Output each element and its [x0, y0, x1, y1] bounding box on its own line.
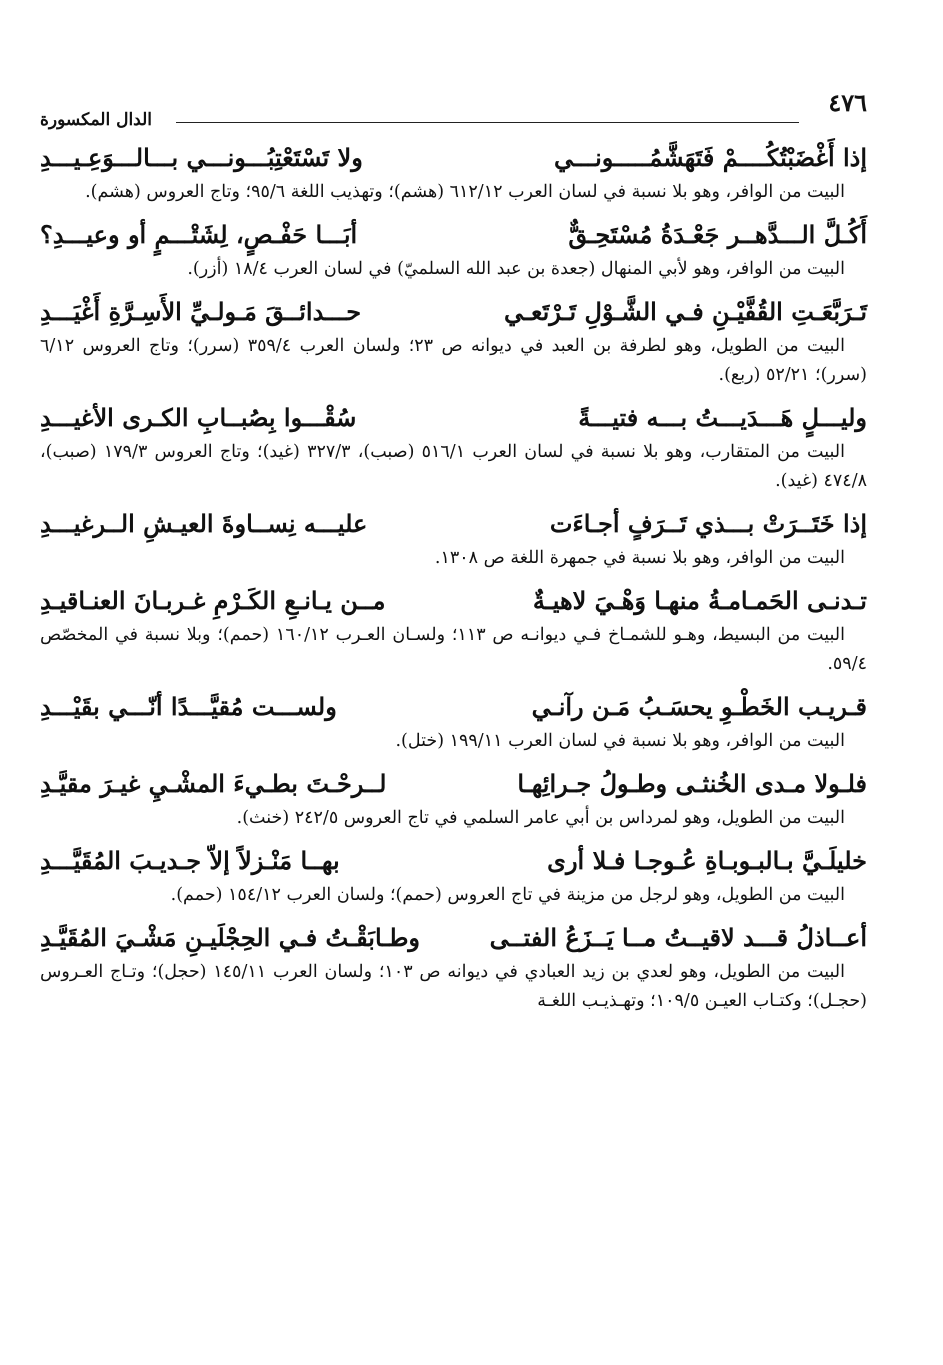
second-hemistich: عليـــه نِســاوةَ العيـشِ الــرغيـــدِ — [40, 509, 368, 538]
verse-note: البيت من الوافر، وهو بلا نسبة في لسان العرب ١٩٩/١١ (ختل). — [395, 731, 845, 751]
second-hemistich: مــن يـانـعِ الكَـرْمِ غـربـانَ العنـاقيـدِ — [40, 586, 386, 615]
verse-line — [40, 762, 867, 802]
verse-entry — [40, 579, 867, 679]
first-hemistich: فلـولا مـدى الخُنثـى وطـولُ جـرائِهـا — [517, 769, 867, 798]
second-hemistich: ولســـت مُقيَّـــدًا أنّـــي بقَيْـــدِ — [40, 692, 337, 721]
section-title: الدال المكسورة — [40, 110, 153, 130]
header-rule — [176, 122, 799, 123]
verse-entry — [40, 136, 867, 207]
verse-entry — [40, 213, 867, 284]
first-hemistich: خليلَـيَّ بـالبـوبـاةِ عُـوجـا فـلا أرى — [547, 846, 867, 875]
first-hemistich: تَـرَبَّعَـتِ القُفَّيْـنِ فـي الشَّـوْلِ تَـرْتَعـي — [503, 297, 867, 326]
verse-note: البيت من الوافر، وهو بلا نسبة في لسان العرب ٦١٢/١٢ (هشم)؛ وتهذيب اللغة ٩٥/٦؛ وتاج العروس (هشم). — [85, 182, 845, 202]
page-header — [40, 88, 867, 136]
first-hemistich: قـريـب الخَطْـوِ يحسَـبُ مَـن رآنـي — [531, 692, 867, 721]
verse-note: البيت من الطويل، وهو لمرداس بن أبي عامر السلمي في تاج العروس ٢٤٢/٥ (خنث). — [236, 808, 845, 828]
first-hemistich: تـدنـى الحَمـامـةُ منهـا وَهْـيَ لاهيـةٌ — [532, 586, 867, 615]
first-hemistich: أعــاذلُ قـــد لاقيــتُ مــا يَــزَعُ الفتــى — [489, 923, 867, 952]
second-hemistich: وطـابَقْـتُ فـي الحِجْلَيـنِ مَشْـيَ المُقَيَّـدِ — [40, 923, 421, 952]
verse-entry — [40, 290, 867, 390]
verse-note: البيت من الطويل، وهو لعدي بن زيد العبادي في ديوانه ص ١٠٣؛ ولسان العرب ١٤٥/١١ (حجل)؛ وتـاج العـروس (حجـل)؛ وكتـاب العيـن ١٠٩/٥؛ وتهـذيـب اللغـة — [40, 962, 867, 1011]
verse-line — [40, 916, 867, 956]
verse-entry — [40, 396, 867, 496]
second-hemistich: سُقْـــوا بِصُبــابِ الكـرى الأغيـــدِ — [40, 403, 357, 432]
verse-note: البيت من الوافر، وهو لأبي المنهال (جعدة بن عبد الله السلميّ) في لسان العرب ١٨/٤ (أزر). — [187, 259, 845, 279]
verse-note: البيت من الطويل، وهو لطرفة بن العبد في ديوانه ص ٢٣؛ ولسان العرب ٣٥٩/٤ (سرر)؛ وتاج العروس ٦/١٢ (سرر)؛ ٥٢/٢١ (ربع). — [40, 336, 867, 385]
verse-entry — [40, 839, 867, 910]
second-hemistich: لــرحْـتَ بطـيءَ المشْـيِ غيـرَ مقيَّـدِ — [40, 769, 387, 798]
verse-note: البيت من الوافر، وهو بلا نسبة في جمهرة اللغة ص ١٣٠٨. — [434, 548, 845, 568]
verse-line — [40, 213, 867, 253]
verse-note: البيت من الطويل، وهو لرجل من مزينة في تاج العروس (حمم)؛ ولسان العرب ١٥٤/١٢ (حمم). — [170, 885, 845, 905]
verse-line — [40, 502, 867, 542]
first-hemistich: وليـــلٍ هَـــدَيـــتُ بـــه فتيـــةً — [578, 403, 867, 432]
verse-line — [40, 136, 867, 176]
first-hemistich: إذا أَغْضَبْتُكُــــمْ فَتَهَشَّمُـــــونـــي — [554, 143, 867, 172]
second-hemistich: ولا تَسْتَعْتِبُـــونـــي بـــالـــوَعِـيـــدِ — [40, 143, 363, 172]
page-number: ٤٧٦ — [828, 88, 867, 117]
verse-entry — [40, 502, 867, 573]
verse-entry — [40, 916, 867, 1016]
second-hemistich: حـــدائــقَ مَـولـيِّ الأَسِـرَّةِ أَغْيَـــدِ — [40, 297, 362, 326]
verse-entry — [40, 685, 867, 756]
verse-note: البيت من البسيط، وهـو للشمـاخ فـي ديوانـه ص ١١٣؛ ولسـان العـرب ١٦٠/١٢ (حمم)؛ وبلا نسبة في المخصّص ٥٩/٤. — [40, 625, 867, 674]
first-hemistich: إذا خَتَــرَتْ بـــذي تَــرَفٍ أجـاءَت — [549, 509, 867, 538]
verse-line — [40, 839, 867, 879]
second-hemistich: أبَـــا حَفْـصٍ، لِشَتْـــمٍ أو وعيـــدِ؟ — [40, 220, 358, 249]
verse-entry — [40, 762, 867, 833]
second-hemistich: بهــا مَنْـزلاً إلاّ جـديـبَ المُقَيَّـــدِ — [40, 846, 340, 875]
verse-line — [40, 685, 867, 725]
verse-line — [40, 290, 867, 330]
verse-line — [40, 579, 867, 619]
verse-line — [40, 396, 867, 436]
verse-note: البيت من المتقارب، وهو بلا نسبة في لسان العرب ٥١٦/١ (صبب)، ٣٢٧/٣ (غيد)؛ وتاج العروس ١٧٩/٣ (صبب)، ٤٧٤/٨ (غيد). — [40, 442, 867, 491]
first-hemistich: أَكُـلَّ الـــدَّهــر جَعْـدَةُ مُسْتَحِـقٌّ — [568, 220, 867, 249]
